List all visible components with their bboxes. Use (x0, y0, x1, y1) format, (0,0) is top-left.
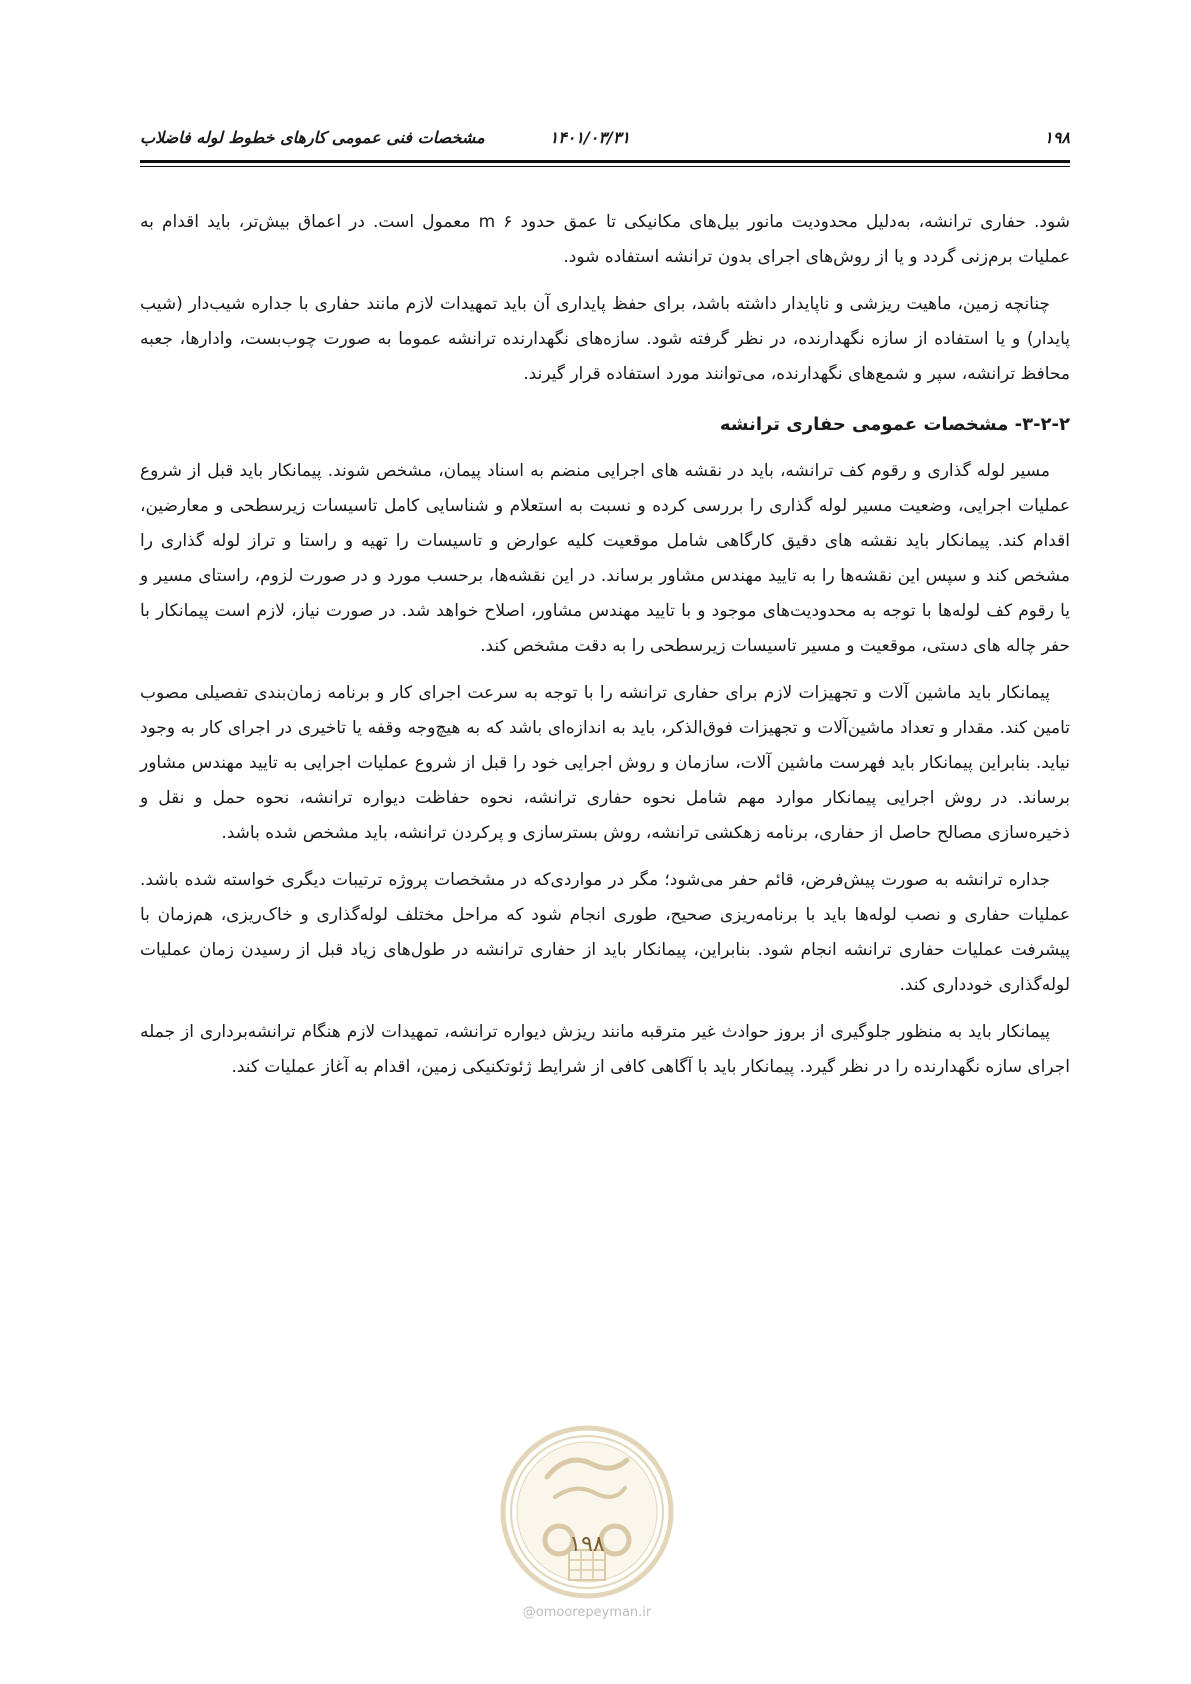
header-title: مشخصات فنی عمومی کارهای خطوط لوله فاضلاب (140, 128, 485, 147)
header-rule-thin (140, 166, 1070, 167)
watermark-seal (497, 1422, 677, 1602)
page-header (140, 122, 1070, 152)
paragraph-1: شود. حفاری ترانشه، به‌دلیل محدودیت مانور بیل‌های مکانیکی تا عمق حدود m ۶ معمول است. در اعماق بیش‌تر، باید اقدام به عملیات برم‌زنی گردد و یا از روش‌های اجرای بدون ترانشه استفاده شود. (140, 212, 1070, 267)
section-paragraph-1: مسیر لوله گذاری و رقوم کف ترانشه، باید در نقشه های اجرایی منضم به اسناد پیمان، مشخص شوند. پیمانکار باید قبل از شروع عملیات اجرایی، وضعیت مسیر لوله گذاری را بررسی کرده و نسبت به استعلام و شناسایی کامل تاسیسات زیرسطحی و معارضین، اقدام کند. پیمانکار باید نقشه های دقیق کارگاهی شامل موقعیت کلیه عوارض و تاسیسات را تهیه و راستا و تراز لوله گذاری را مشخص کند و سپس این نقشه‌ها را به تایید مهندس مشاور برساند. در این نقشه‌ها، برحسب مورد و در صورت لزوم، راستای مسیر و یا رقوم کف لوله‌ها با توجه به محدودیت‌های موجود و با تایید مهندس مشاور، اصلاح خواهد شد. در صورت نیاز، لازم است پیمانکار با حفر چاله های دستی، موقعیت و مسیر تاسیسات زیرسطحی را به دقت مشخص کند. (140, 461, 1070, 656)
watermark-url: @omoorepeyman.ir (522, 1605, 652, 1620)
section-paragraph-3: جداره ترانشه به صورت پیش‌فرض، قائم حفر می‌شود؛ مگر در مواردی‌که در مشخصات پروژه ترتیبات دیگری خواسته شده باشد. عملیات حفاری و نصب لوله‌ها باید با برنامه‌ریزی صحیح، طوری انجام شود که مراحل مختلف لوله‌گذاری و خاک‌ریزی، هم‌زمان با پیشرفت عملیات حفاری ترانشه انجام شود. بنابراین، پیمانکار باید از حفاری ترانشه در طول‌های زیاد قبل از رسیدن زمان عملیات لوله‌گذاری خودداری کند. (140, 870, 1070, 995)
header-page-number: ۱۹۸ (1044, 128, 1070, 147)
seal-emblem-icon (497, 1422, 677, 1602)
paragraph-2: چنانچه زمین، ماهیت ریزشی و ناپایدار داشته باشد، برای حفظ پایداری آن باید تمهیدات لازم مانند حفاری با جداره شیب‌دار (شیب پایدار) و یا استفاده از سازه نگهدارنده، در نظر گرفته شود. سازه‌های نگهدارنده ترانشه عموما به صورت چوب‌بست، وادارها، جعبه محافظ ترانشه، سپر و شمع‌های نگهدارنده، می‌توانند مورد استفاده قرار گیرند. (140, 294, 1070, 384)
seal-page-number: ۱۹۸ (569, 1532, 605, 1557)
header-rule (140, 160, 1070, 163)
document-body (140, 205, 1070, 1097)
header-date: ۱۴۰۱/۰۳/۳۱ (549, 128, 630, 147)
section-paragraph-4: پیمانکار باید به منظور جلوگیری از بروز حوادث غیر مترقبه مانند ریزش دیواره ترانشه، تمهیدات لازم هنگام ترانشه‌برداری از جمله اجرای سازه نگهدارنده را در نظر گیرد. پیمانکار باید با آگاهی کافی از شرایط ژئوتکنیکی زمین، اقدام به آغاز عملیات کند. (140, 1022, 1070, 1077)
section-paragraph-2: پیمانکار باید ماشین آلات و تجهیزات لازم برای حفاری ترانشه را با توجه به سرعت اجرای کار و برنامه زمان‌بندی تفصیلی مصوب تامین کند. مقدار و تعداد ماشین‌آلات و تجهیزات فوق‌الذکر، باید به اندازه‌ای باشد که به هیچ‌وجه وقفه یا تاخیری در اجرای کار به وجود نیاید. بنابراین پیمانکار باید فهرست ماشین آلات، سازمان و روش اجرایی خود را قبل از شروع عملیات اجرایی به تایید مهندس مشاور برساند. در روش اجرایی پیمانکار موارد مهم شامل نحوه حفاری ترانشه، نحوه حفاظت دیواره ترانشه، نحوه حمل و نقل و ذخیره‌سازی مصالح حاصل از حفاری، برنامه زهکشی ترانشه، روش بسترسازی و پرکردن ترانشه، باید مشخص شده باشد. (140, 683, 1070, 843)
section-heading: ۳-۲-۲- مشخصات عمومی حفاری ترانشه (719, 414, 1070, 435)
